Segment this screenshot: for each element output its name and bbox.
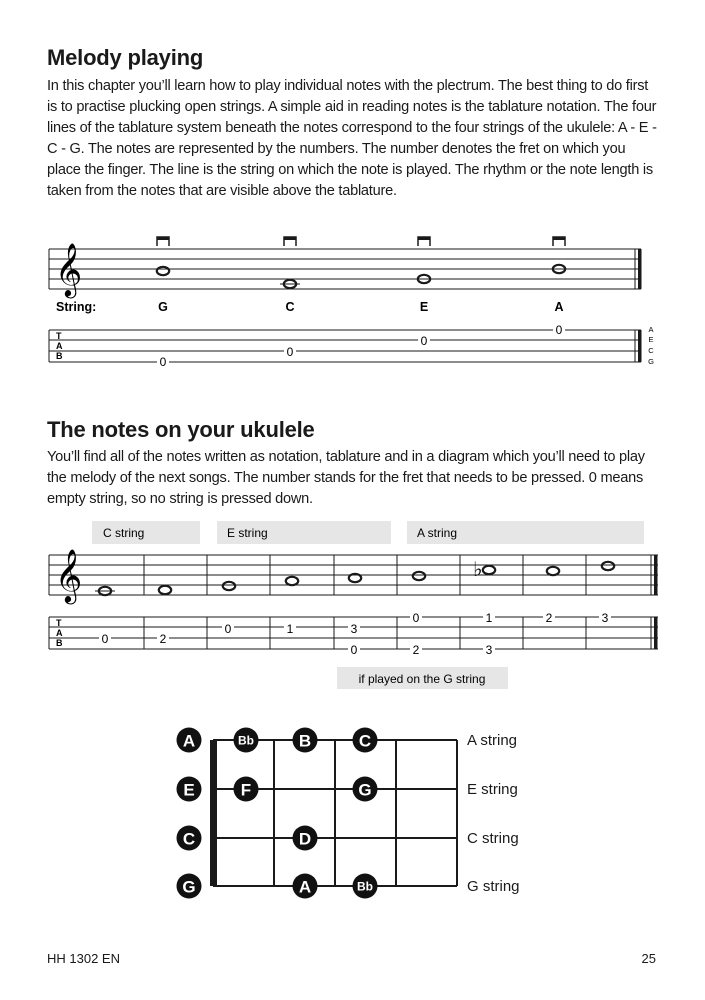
- note-head: [157, 267, 169, 275]
- open-note-e: E: [183, 780, 195, 800]
- string-label: String:: [56, 300, 97, 314]
- treble-clef-icon: 𝄞: [55, 549, 83, 601]
- tab-letter-b: B: [56, 351, 63, 361]
- tab-fret-number: 3: [601, 611, 609, 625]
- tab-fret-number: 0: [224, 622, 232, 636]
- notes-on-ukulele-paragraph: You’ll find all of the notes written as notation, tablature and in a diagram which you’ll need to play the melody of the next songs. The number stands for the fret that needs to be pressed. 0 means empty string, so no string is pressed down.: [47, 449, 645, 507]
- string-name-label: C: [285, 300, 295, 314]
- string-label-c: C string: [467, 830, 519, 847]
- string-name-label: A: [554, 300, 564, 314]
- tab-letter-a: A: [56, 628, 63, 638]
- flat-icon: ♭: [473, 559, 483, 581]
- tab-fret-number: 0: [412, 611, 420, 625]
- downstroke-icon: [553, 237, 565, 246]
- tab-fret-number: 2: [159, 632, 167, 646]
- tab-fret-number-g-string: 3: [485, 643, 493, 657]
- fretted-note: C: [358, 731, 372, 751]
- downstroke-icon: [157, 237, 169, 246]
- section-title-notes-on-ukulele: The notes on your ukulele: [47, 417, 315, 442]
- label-e-string: E string: [227, 526, 268, 540]
- section-title-melody-playing: Melody playing: [47, 45, 204, 70]
- tab-fret-number: 1: [485, 611, 493, 625]
- melody-playing-paragraph: In this chapter you’ll learn how to play individual notes with the plectrum. The best thing to do first is to practise plucking open strings. A simple aid in reading notes is the tablature notation. The four lines of the tablature system beneath the notes correspond to the four strings of the ukulele: A - E - C - G. The notes are represented by the numbers. The number denotes the fret on which you place the finger. The line is the string on which the note is played. The rhythm or the note length is taken from the notes that are visible above the tablature.: [47, 78, 657, 199]
- tab-fret-number: 1: [286, 622, 294, 636]
- note-head: [223, 582, 235, 590]
- tab-fret-number: 0: [159, 355, 167, 369]
- string-label-g: G string: [467, 878, 520, 895]
- downstroke-icon: [418, 237, 430, 246]
- string-name-c: C: [648, 346, 654, 355]
- fretted-note: G: [358, 780, 372, 800]
- fretted-note: F: [240, 780, 252, 800]
- label-a-string: A string: [417, 526, 458, 540]
- downstroke-icon: [284, 237, 296, 246]
- fretted-note: D: [298, 829, 312, 849]
- note-head: [159, 586, 171, 594]
- open-note-a: A: [182, 731, 196, 751]
- tab-fret-number: 3: [350, 622, 358, 636]
- fretted-note: B: [298, 731, 312, 751]
- tab-fret-number: 0: [420, 334, 428, 348]
- string-name-label: G: [158, 300, 168, 314]
- string-name-label: E: [419, 300, 429, 314]
- string-name-a: A: [648, 325, 654, 334]
- fretted-note: Bb: [238, 733, 254, 748]
- label-c-string: C string: [103, 526, 145, 540]
- tab-fret-number-g-string: 0: [350, 643, 358, 657]
- open-note-g: G: [182, 877, 196, 897]
- tab-fret-number: 2: [545, 611, 553, 625]
- page-number: 25: [641, 951, 656, 966]
- note-head: [286, 577, 298, 585]
- tab-letter-t: T: [56, 618, 62, 628]
- tab-fret-number: 0: [101, 632, 109, 646]
- tab-fret-number: 0: [555, 323, 563, 337]
- staff-all-notes: [0, 518, 705, 693]
- fretboard-nut: [210, 740, 217, 886]
- tab-fret-number: 0: [286, 345, 294, 359]
- note-head: [602, 562, 614, 570]
- note-head: [413, 572, 425, 580]
- open-note-c: C: [182, 829, 196, 849]
- tab-letter-a: A: [56, 341, 63, 351]
- note-head: [483, 566, 495, 574]
- fretboard-diagram: [0, 720, 705, 910]
- tab-letter-b: B: [56, 638, 63, 648]
- string-name-e: E: [648, 335, 654, 344]
- footer-code: HH 1302 EN: [47, 951, 120, 966]
- string-name-g: G: [648, 357, 654, 366]
- tab-letter-t: T: [56, 331, 62, 341]
- staff-open-strings: [0, 225, 705, 375]
- string-label-e: E string: [467, 781, 518, 798]
- note-head: [547, 567, 559, 575]
- treble-clef-icon: 𝄞: [55, 243, 83, 295]
- tab-fret-number-g-string: 2: [412, 643, 420, 657]
- label-g-string-note: if played on the G string: [358, 672, 486, 686]
- fretted-note: A: [298, 877, 312, 897]
- fretted-note: Bb: [357, 879, 373, 894]
- string-label-a: A string: [467, 732, 518, 749]
